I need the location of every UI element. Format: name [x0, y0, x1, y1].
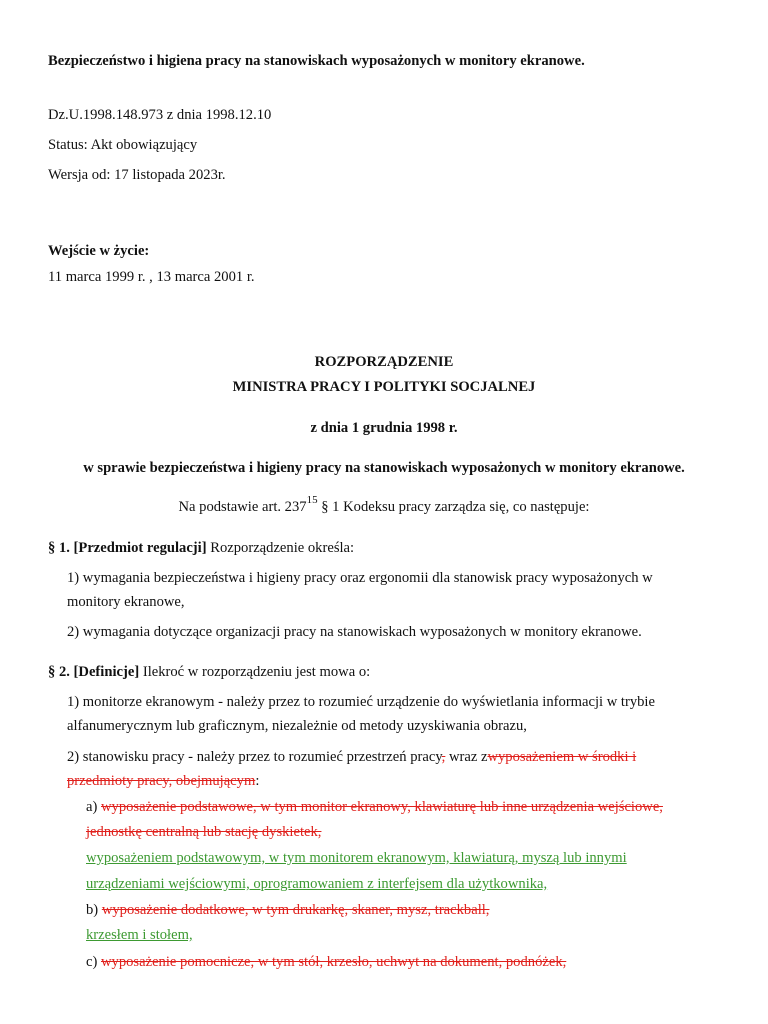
section-1-point-2: 2) wymagania dotyczące organizacji pracy na stanowiskach wyposażonych w monitory ekranowe.: [67, 624, 642, 640]
version-line: Wersja od: 17 listopada 2023r.: [48, 167, 226, 183]
act-date: z dnia 1 grudnia 1998 r.: [310, 420, 458, 436]
deleted-comma: ,: [441, 749, 446, 765]
section-1-number: § 1. [Przedmiot regulacji]: [48, 540, 207, 556]
act-subject: w sprawie bezpieczeństwa i higieny pracy na stanowiskach wyposażonych w monitory ekranowe.: [83, 460, 685, 476]
section-2-intro: Ilekroć w rozporządzeniu jest mowa o:: [139, 664, 371, 680]
section-2-point-1-line-2: alfanumerycznym lub graficznym, niezależnie od metody uzyskiwania obrazu,: [67, 718, 527, 734]
section-1-intro: Rozporządzenie określa:: [206, 540, 355, 556]
legal-basis: [0, 494, 768, 517]
section-1-point-1-line-2: monitory ekranowe,: [67, 594, 185, 610]
section-1-point-1-line-1: 1) wymagania bezpieczeństwa i higieny pracy oraz ergonomii dla stanowisk pracy wyposażonych w: [67, 570, 653, 586]
section-2-number: § 2. [Definicje]: [48, 664, 140, 680]
inserted-text: wyposażeniem podstawowym, w tym monitorem ekranowym, klawiaturą, myszą lub innymi: [86, 850, 627, 866]
item-a-deleted-line-1: [86, 797, 663, 817]
act-type: ROZPORZĄDZENIE: [314, 354, 454, 370]
section-2-point-2-line-1: [67, 747, 636, 767]
deleted-text: jednostkę centralną lub stację dyskietek,: [86, 824, 322, 840]
section-2-heading: [48, 662, 370, 682]
deleted-text: wyposażenie podstawowe, w tym monitor ekranowy, klawiaturę lub inne urządzenia wejściowe,: [101, 799, 663, 815]
deleted-text: przedmioty pracy, obejmującym: [67, 773, 256, 789]
item-b-label: b): [86, 902, 102, 918]
deleted-text: wyposażenie dodatkowe, w tym drukarkę, skaner, mysz, trackball,: [101, 902, 490, 918]
item-a-label: a): [86, 799, 101, 815]
item-c-label: c): [86, 954, 101, 970]
entry-into-force-label: Wejście w życie:: [48, 243, 150, 259]
status-line: Status: Akt obowiązujący: [48, 137, 198, 153]
legal-basis-superscript: 15: [306, 494, 318, 507]
inserted-text: urządzeniami wejściowymi, oprogramowaniem z interfejsem dla użytkownika,: [86, 876, 548, 892]
item-b-deleted: [86, 900, 489, 920]
item-a-inserted-line-2: [86, 874, 547, 894]
journal-reference: Dz.U.1998.148.973 z dnia 1998.12.10: [48, 107, 272, 123]
item-a-inserted-line-1: [86, 848, 627, 868]
item-c-deleted: [86, 952, 566, 972]
legal-basis-text-end: § 1 Kodeksu pracy zarządza się, co następuje:: [317, 499, 590, 515]
entry-into-force-dates: 11 marca 1999 r. , 13 marca 2001 r.: [48, 269, 255, 285]
section-2-point-2-line-2: [67, 771, 259, 791]
deleted-text: wyposażenie pomocnicze, w tym stół, krzesło, uchwyt na dokument, podnóżek,: [101, 954, 567, 970]
point-2-text: 2) stanowisku pracy - należy przez to rozumieć przestrzeń pracy: [67, 749, 442, 765]
point-2-colon: :: [255, 773, 260, 789]
section-2-point-1-line-1: 1) monitorze ekranowym - należy przez to rozumieć urządzenie do wyświetlania informacji w trybie: [67, 694, 655, 710]
legal-basis-text: Na podstawie art. 237: [178, 499, 307, 515]
point-2-text-cont: wraz z: [445, 749, 488, 765]
section-1-heading: [48, 538, 354, 558]
inserted-text: krzesłem i stołem,: [86, 927, 193, 943]
act-authority: MINISTRA PRACY I POLITYKI SOCJALNEJ: [232, 379, 536, 395]
deleted-text: wyposażeniem w środki i: [487, 749, 637, 765]
item-b-inserted: [86, 925, 193, 945]
document-title: Bezpieczeństwo i higiena pracy na stanowiskach wyposażonych w monitory ekranowe.: [48, 53, 585, 69]
item-a-deleted-line-2: [86, 822, 321, 842]
